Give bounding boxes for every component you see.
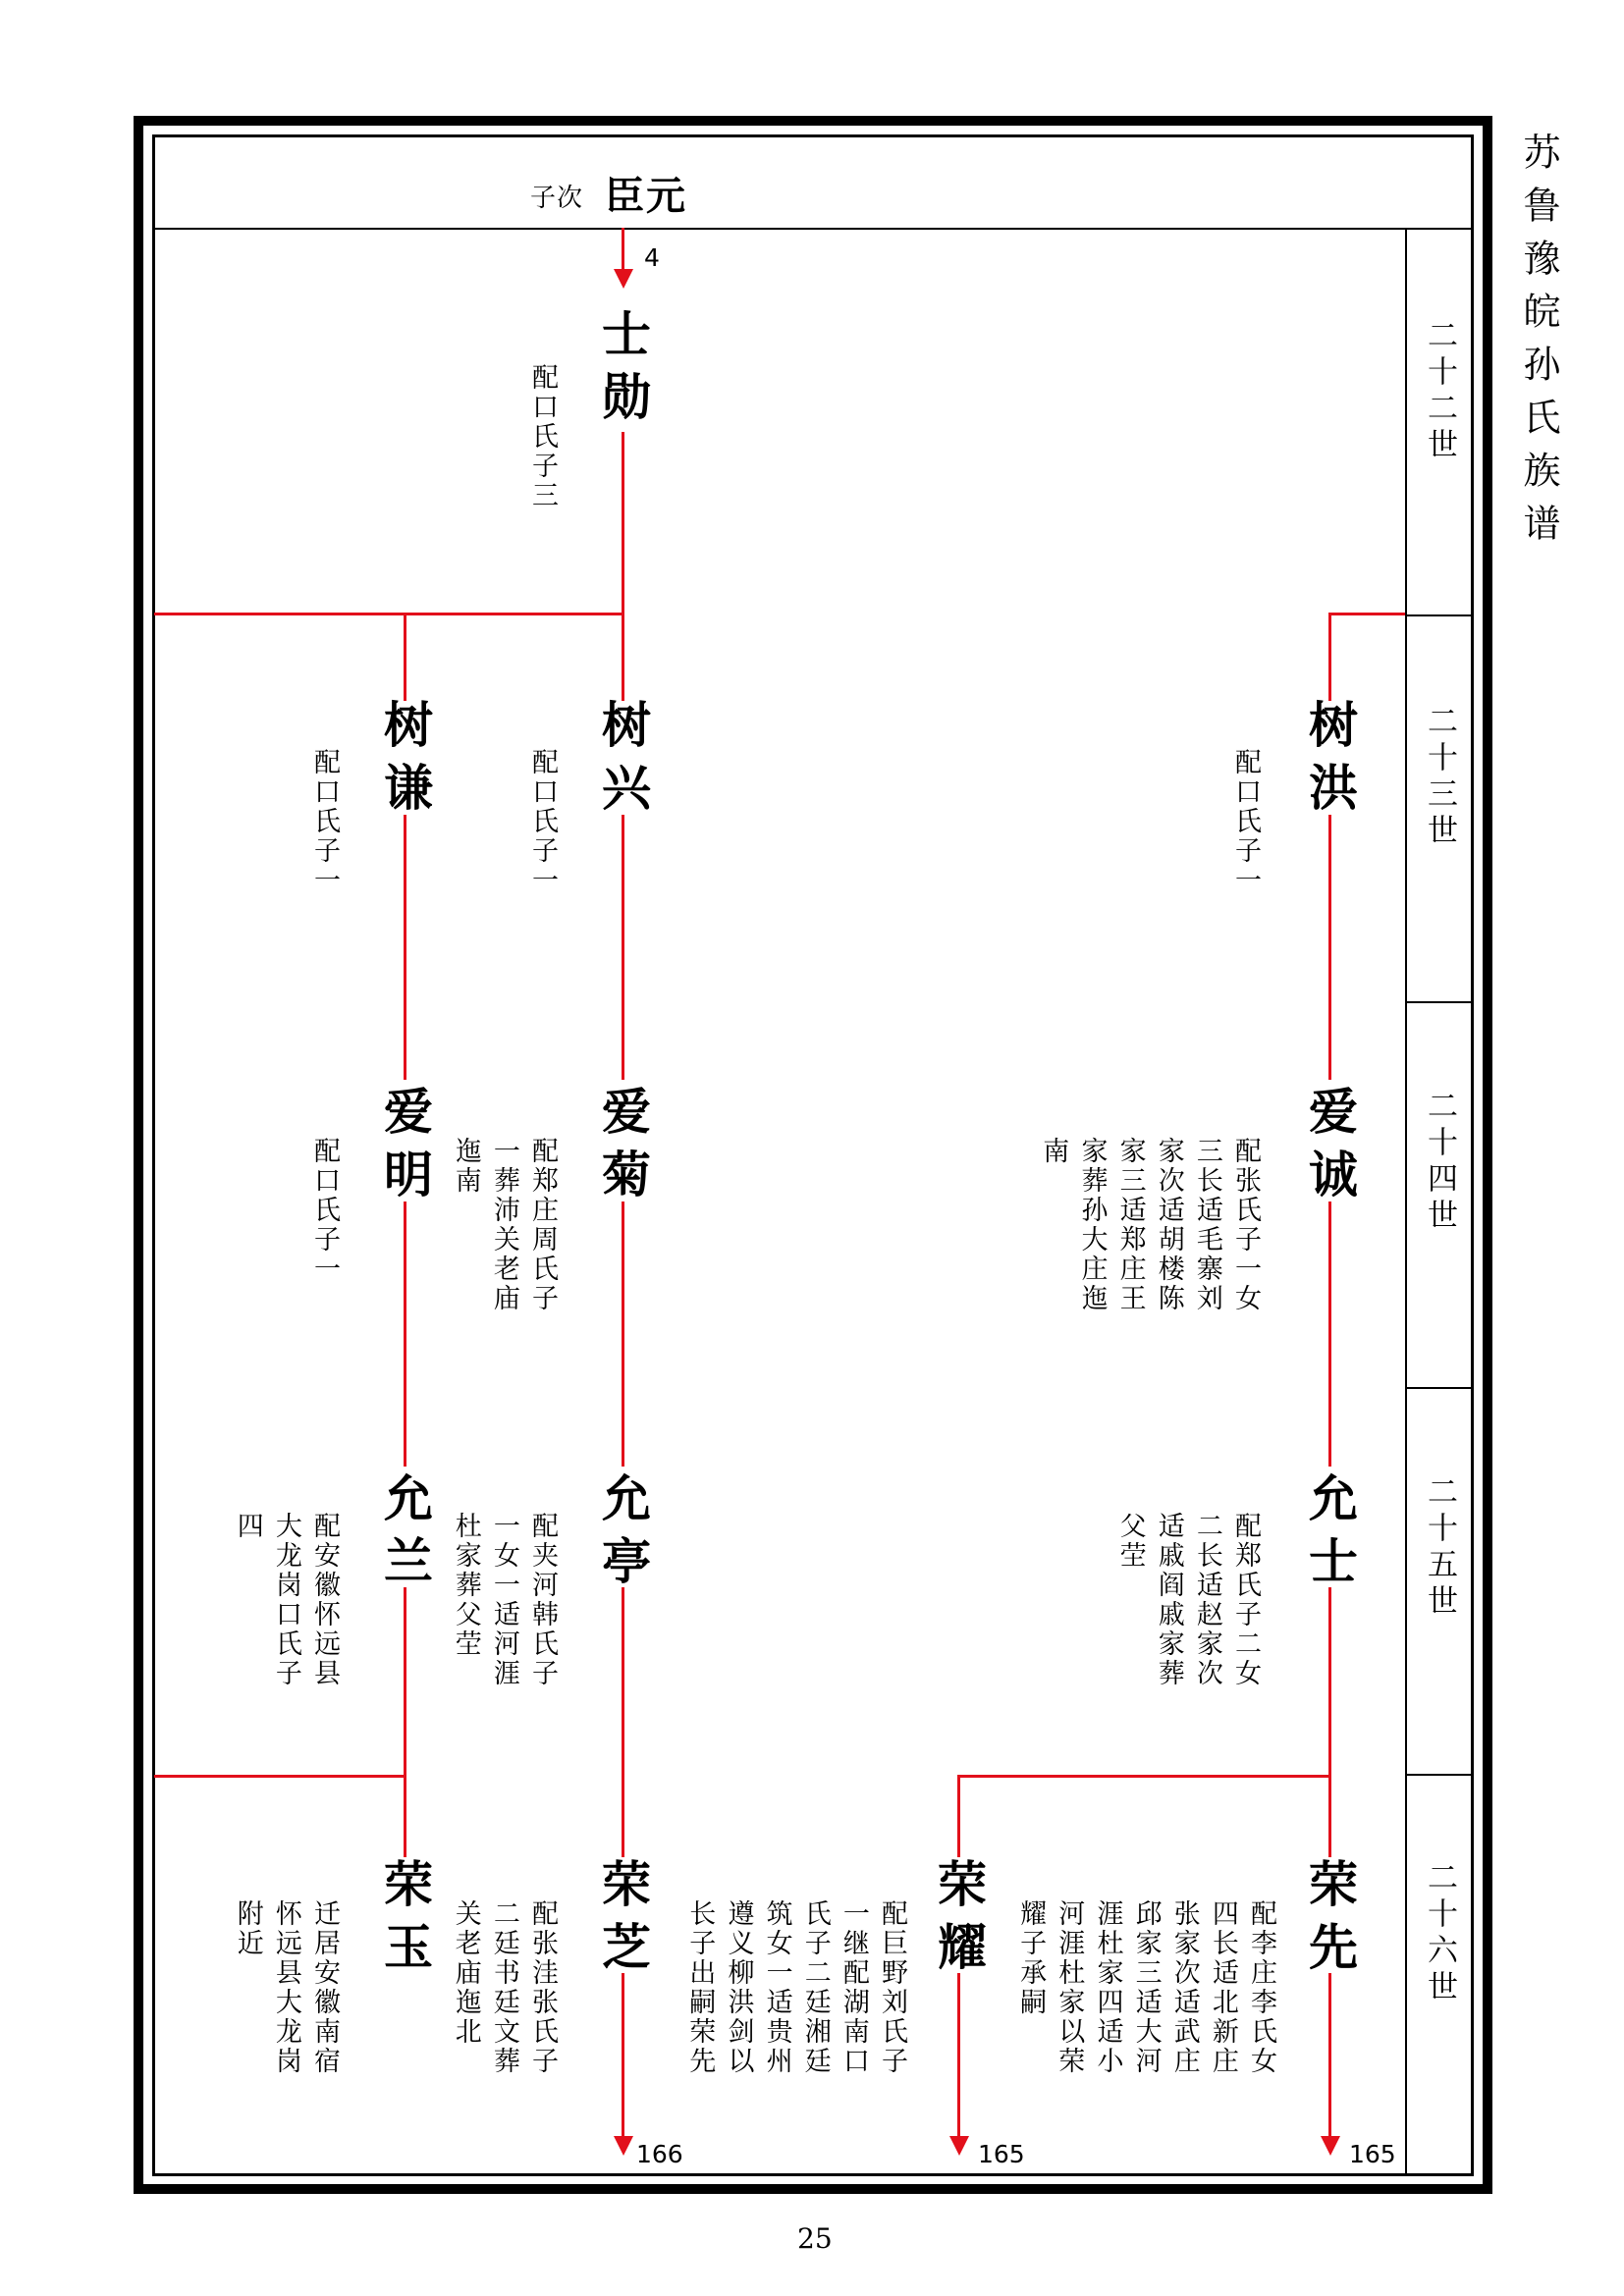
person-name-shixun: 士勋 xyxy=(594,308,652,434)
person-name-yunshi: 允士 xyxy=(1301,1472,1359,1598)
person-note-aicheng: 配张氏子一女 三长适毛寨刘 家次适胡楼陈 家三适郑庄王 家葬孙大庄迤 南 xyxy=(1038,1137,1261,1313)
generation-divider xyxy=(1405,1001,1472,1003)
generation-label: 二十三世 xyxy=(1422,705,1457,850)
person-note-shixun: 配口氏子三 xyxy=(527,363,558,510)
book-title: 苏鲁豫皖孙氏族谱 xyxy=(1517,133,1560,557)
lineage-line xyxy=(957,1973,960,2138)
arrow-down-icon xyxy=(949,2136,969,2156)
lineage-line xyxy=(404,613,406,701)
lineage-line xyxy=(622,1973,624,2138)
generation-divider xyxy=(1405,1774,1472,1776)
lineage-line xyxy=(1328,1587,1331,1857)
generation-label: 二十四世 xyxy=(1422,1090,1457,1235)
person-name-rongxian: 荣先 xyxy=(1301,1858,1359,1984)
page-ref: 4 xyxy=(644,243,660,272)
branch-line xyxy=(957,1775,1331,1778)
person-note-rongyao: 配巨野刘氏子 一继配湖南口 氏子二廷湘廷 筑女一适贵州 遵义柳洪剑以 长子出嗣荣先 xyxy=(684,1899,907,2076)
person-name-shuhong: 树洪 xyxy=(1301,699,1359,825)
arrow-down-icon xyxy=(614,269,633,289)
person-note-shuqian: 配口氏子一 xyxy=(309,748,340,895)
generation-divider xyxy=(1405,1387,1472,1389)
page-ref: 165 xyxy=(1349,2140,1396,2168)
lineage-line xyxy=(1328,1201,1331,1467)
person-note-yunting: 配夹河韩氏子 一女一适河涯 杜家葬父茔 xyxy=(450,1512,558,1688)
lineage-line xyxy=(404,815,406,1080)
person-name-shuqian: 树谦 xyxy=(376,699,434,825)
person-note-yunshi: 配郑氏子二女 二长适赵家次 适戚阎戚家葬 父茔 xyxy=(1114,1512,1261,1688)
lineage-line xyxy=(622,815,624,1080)
lineage-line xyxy=(957,1775,960,1857)
generation-column-divider xyxy=(1405,228,1407,2174)
generation-label: 二十五世 xyxy=(1422,1475,1457,1621)
lineage-line xyxy=(622,432,624,614)
page-ref: 165 xyxy=(978,2140,1025,2168)
person-name-rongyao: 荣耀 xyxy=(930,1858,988,1984)
person-note-shuhong: 配口氏子一 xyxy=(1230,748,1261,895)
lineage-line xyxy=(622,1201,624,1467)
lineage-line xyxy=(1328,815,1331,1080)
person-name-aiming: 爱明 xyxy=(376,1086,434,1211)
branch-line xyxy=(1328,613,1405,615)
person-name-yunting: 允亭 xyxy=(594,1472,652,1598)
person-name-shuxing: 树兴 xyxy=(594,699,652,825)
page-number: 25 xyxy=(797,2222,833,2255)
lineage-line xyxy=(622,1587,624,1857)
generation-label: 二十二世 xyxy=(1422,319,1457,464)
generation-divider xyxy=(1405,614,1472,616)
person-name-rongyu: 荣玉 xyxy=(376,1858,434,1984)
arrow-down-icon xyxy=(1321,2136,1340,2156)
branch-line xyxy=(154,613,624,615)
lineage-line xyxy=(404,1587,406,1857)
lineage-line xyxy=(404,1201,406,1467)
branch-line xyxy=(154,1775,406,1778)
person-note-yunlan: 配安徽怀远县 大龙岗口氏子 四 xyxy=(232,1512,340,1688)
person-note-rongzhi: 配张洼张氏子 二廷书廷文葬 关老庙迤北 xyxy=(450,1899,558,2076)
lineage-line xyxy=(622,613,624,701)
person-name-aiju: 爱菊 xyxy=(594,1086,652,1211)
generation-label: 二十六世 xyxy=(1422,1861,1457,2006)
person-name-rongzhi: 荣芝 xyxy=(594,1858,652,1984)
inner-frame xyxy=(152,134,1474,2176)
person-note-rongxian: 配李庄李氏女 四长适北新庄 张家次适武庄 邱家三适大河 涯杜家四适小 河涯杜家以荣 耀子承嗣 xyxy=(1015,1899,1276,2076)
person-name-yunlan: 允兰 xyxy=(376,1472,434,1598)
person-note-aiming: 配口氏子一 xyxy=(309,1137,340,1284)
lineage-line xyxy=(1328,613,1331,701)
person-note-shuxing: 配口氏子一 xyxy=(527,748,558,895)
page-ref: 166 xyxy=(636,2140,683,2168)
lineage-line xyxy=(622,228,624,269)
person-note-aiju: 配郑庄周氏子 一葬沛关老庙 迤南 xyxy=(450,1137,558,1313)
header-divider xyxy=(154,228,1472,230)
person-note-rongyu: 迁居安徽南宿 怀远县大龙岗 附近 xyxy=(232,1899,340,2076)
person-name-aicheng: 爱诚 xyxy=(1301,1086,1359,1211)
arrow-down-icon xyxy=(614,2136,633,2156)
lineage-line xyxy=(1328,1973,1331,2138)
header-name: 臣元 xyxy=(605,173,687,219)
header-label: 子次 xyxy=(530,184,584,213)
